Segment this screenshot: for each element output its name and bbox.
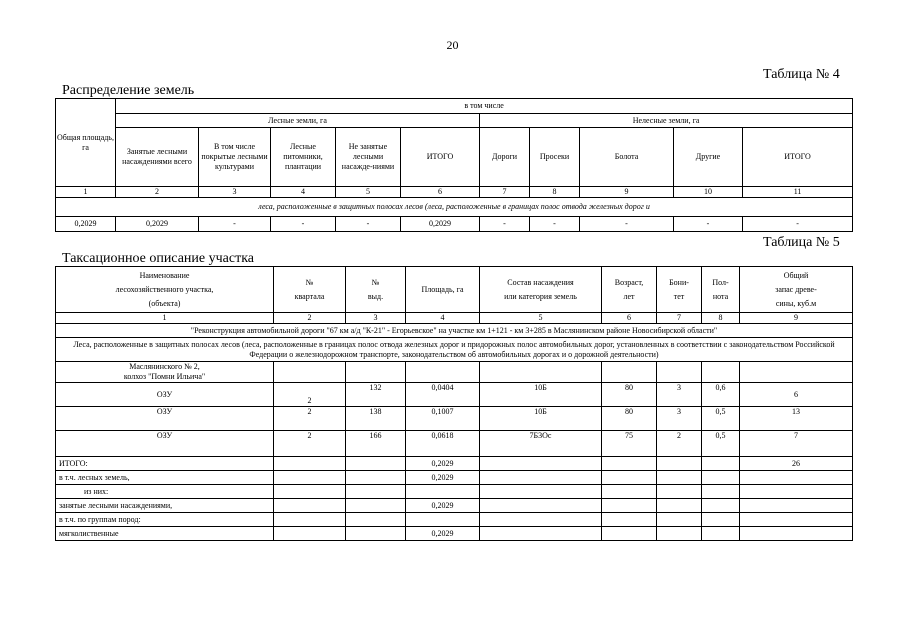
hdr-stock-line: запас древе-: [775, 284, 817, 294]
hdr-vydel-line: выд.: [367, 291, 384, 301]
forestry-name-line: Маслянинского № 2,: [129, 362, 200, 371]
table-cell: [702, 362, 740, 383]
col-number: 4: [406, 313, 480, 324]
table5: [55, 266, 853, 541]
summary-stock: [740, 527, 853, 541]
hdr-age-line: Возраст,: [614, 277, 644, 287]
table-cell: 0,2029: [116, 217, 199, 232]
summary-area: 0,2029: [406, 527, 480, 541]
table-cell: 0,1007: [406, 407, 480, 431]
table-cell: 2: [274, 431, 346, 457]
hdr-bonitet: [657, 267, 702, 313]
hdr-name-line: (объекта): [148, 298, 181, 308]
summary-label: мягколиственные: [56, 527, 274, 541]
hdr-including: в том числе: [116, 99, 853, 114]
table-cell: -: [743, 217, 853, 232]
summary-stock: [740, 513, 853, 527]
summary-area: 0,2029: [406, 471, 480, 485]
hdr-stock-line: сины, куб.м: [775, 298, 817, 308]
table-cell: 166: [346, 431, 406, 457]
col-number: 7: [480, 187, 530, 198]
hdr-vydel: [346, 267, 406, 313]
col-number: 8: [530, 187, 580, 198]
table4-title: Распределение земель: [62, 83, 195, 98]
summary-stock: [740, 485, 853, 499]
hdr-forest-lands: Лесные земли, га: [116, 114, 480, 128]
hdr-area: Площадь, га: [406, 267, 480, 313]
project-row: "Реконструкция автомобильной дороги "67 км а/д "К-21" - Егорьевское" на участке км 1+121 - км 3+285 в Маслянинском районе Новосибирской области": [56, 324, 853, 338]
table-cell: 2: [274, 383, 346, 407]
table-row: [56, 383, 853, 407]
table-cell: 80: [602, 383, 657, 407]
table-cell: [274, 362, 346, 383]
hdr-age-line: лет: [623, 291, 635, 301]
table-cell: 0,2029: [56, 217, 116, 232]
summary-label: из них:: [56, 485, 274, 499]
col-number: 6: [401, 187, 480, 198]
summary-row: [56, 457, 853, 471]
hdr-bonitet-line: тет: [673, 291, 685, 301]
summary-label: занятые лесными насаждениями,: [56, 499, 274, 513]
table-cell: 0,0404: [406, 383, 480, 407]
table-cell: -: [580, 217, 674, 232]
hdr-stock: [740, 267, 853, 313]
table-cell: -: [199, 217, 271, 232]
table-cell: 3: [657, 407, 702, 431]
table5-number: Таблица № 5: [763, 235, 840, 250]
hdr-stock-line: Общий: [783, 270, 809, 280]
table-cell: [657, 362, 702, 383]
col-swamps: Болота: [580, 128, 674, 187]
col-occupied: Занятые лесными насаждениями всего: [116, 128, 199, 187]
summary-row: [56, 485, 853, 499]
col-number: 5: [480, 313, 602, 324]
table-cell: [480, 362, 602, 383]
col-roads: Дороги: [480, 128, 530, 187]
table-cell: ОЗУ: [56, 383, 274, 407]
hdr-quarter-line: квартала: [294, 291, 325, 301]
col-total-nonforest: ИТОГО: [743, 128, 853, 187]
hdr-density-line: нота: [712, 291, 729, 301]
table-cell: ОЗУ: [56, 407, 274, 431]
forestry-name-line: колхоз "Помни Ильича": [123, 372, 206, 381]
hdr-composition-line: или категория земель: [504, 291, 577, 301]
hdr-quarter-line: №: [305, 277, 314, 287]
hdr-composition: [480, 267, 602, 313]
col-number: 1: [56, 313, 274, 324]
table-cell: ОЗУ: [56, 431, 274, 457]
col-number: 5: [336, 187, 401, 198]
col-number: 6: [602, 313, 657, 324]
table-cell: -: [271, 217, 336, 232]
page-number: 20: [446, 38, 459, 52]
table-cell: 132: [346, 383, 406, 407]
hdr-name-line: лесохозяйственного участка,: [115, 284, 214, 294]
table4-number: Таблица № 4: [763, 67, 840, 82]
summary-stock: 26: [740, 457, 853, 471]
hdr-age: [602, 267, 657, 313]
hdr-name: [56, 267, 274, 313]
col-number: 7: [657, 313, 702, 324]
table-cell: 0,5: [702, 407, 740, 431]
col-number: 8: [702, 313, 740, 324]
table-cell: 3: [657, 383, 702, 407]
summary-area: 0,2029: [406, 499, 480, 513]
table-cell: 75: [602, 431, 657, 457]
table-cell: 0,5: [702, 431, 740, 457]
hdr-vydel-line: №: [371, 277, 380, 287]
section-row: леса, расположенные в защитных полосах лесов (леса, расположенные в границах полос отвода железных дорог и: [56, 198, 853, 217]
summary-area: [406, 513, 480, 527]
summary-row: [56, 499, 853, 513]
table-cell: 2: [657, 431, 702, 457]
summary-row: [56, 527, 853, 541]
col-clearings: Просеки: [530, 128, 580, 187]
table-row: [56, 431, 853, 457]
table-cell: 7Б3Ос: [480, 431, 602, 457]
table5-title: Таксационное описание участка: [62, 251, 254, 266]
forestry-name: [56, 362, 274, 383]
summary-stock: [740, 499, 853, 513]
table4: [55, 98, 853, 232]
table-cell: -: [674, 217, 743, 232]
hdr-nonforest-lands: Нелесные земли, га: [480, 114, 853, 128]
col-incl-cultures: В том числе покрытые лесными культурами: [199, 128, 271, 187]
col-total-forest: ИТОГО: [401, 128, 480, 187]
table-cell: 6: [740, 383, 853, 407]
table-cell: [602, 362, 657, 383]
summary-label: в т.ч. по группам пород:: [56, 513, 274, 527]
summary-label: в т.ч. лесных земель,: [56, 471, 274, 485]
table-cell: 13: [740, 407, 853, 431]
col-number: 3: [199, 187, 271, 198]
col-number: 1: [56, 187, 116, 198]
hdr-quarter: [274, 267, 346, 313]
table-cell: 138: [346, 407, 406, 431]
hdr-total-area: Общая площадь, га: [56, 99, 116, 187]
col-unoccupied: Не занятые лесными насажде-ниями: [336, 128, 401, 187]
category-row: Леса, расположенные в защитных полосах лесов (леса, расположенные в границах полос отвода железных дорог и придорожных полос автомобильных дорог, установленных в соответствии с законодательством Российской Федерации о железнодорожном транспорте, законодательством об автомобильных дорогах и о дорожной деятельности): [56, 338, 853, 362]
table-row: [56, 407, 853, 431]
hdr-density-line: Пол-: [712, 277, 729, 287]
col-number: 9: [580, 187, 674, 198]
summary-area: [406, 485, 480, 499]
hdr-name-line: Наименование: [139, 270, 190, 280]
col-other: Другие: [674, 128, 743, 187]
table-cell: [346, 362, 406, 383]
col-number: 2: [274, 313, 346, 324]
col-number: 2: [116, 187, 199, 198]
table-cell: [740, 362, 853, 383]
table-cell: 10Б: [480, 383, 602, 407]
summary-row: [56, 513, 853, 527]
hdr-bonitet-line: Бони-: [669, 277, 689, 287]
summary-label: ИТОГО:: [56, 457, 274, 471]
col-nurseries: Лесные питомники, плантации: [271, 128, 336, 187]
col-number: 10: [674, 187, 743, 198]
summary-row: [56, 471, 853, 485]
col-number: 3: [346, 313, 406, 324]
table-cell: -: [336, 217, 401, 232]
table-cell: 7: [740, 431, 853, 457]
table-cell: [406, 362, 480, 383]
col-number: 9: [740, 313, 853, 324]
table-cell: 0,2029: [401, 217, 480, 232]
table-cell: -: [530, 217, 580, 232]
hdr-density: [702, 267, 740, 313]
table-cell: 0,0618: [406, 431, 480, 457]
table-cell: 10Б: [480, 407, 602, 431]
col-number: 4: [271, 187, 336, 198]
table-cell: 2: [274, 407, 346, 431]
table-cell: -: [480, 217, 530, 232]
col-number: 11: [743, 187, 853, 198]
table-cell: 0,6: [702, 383, 740, 407]
hdr-composition-line: Состав насаждения: [507, 277, 574, 287]
summary-area: 0,2029: [406, 457, 480, 471]
summary-stock: [740, 471, 853, 485]
table-cell: 80: [602, 407, 657, 431]
